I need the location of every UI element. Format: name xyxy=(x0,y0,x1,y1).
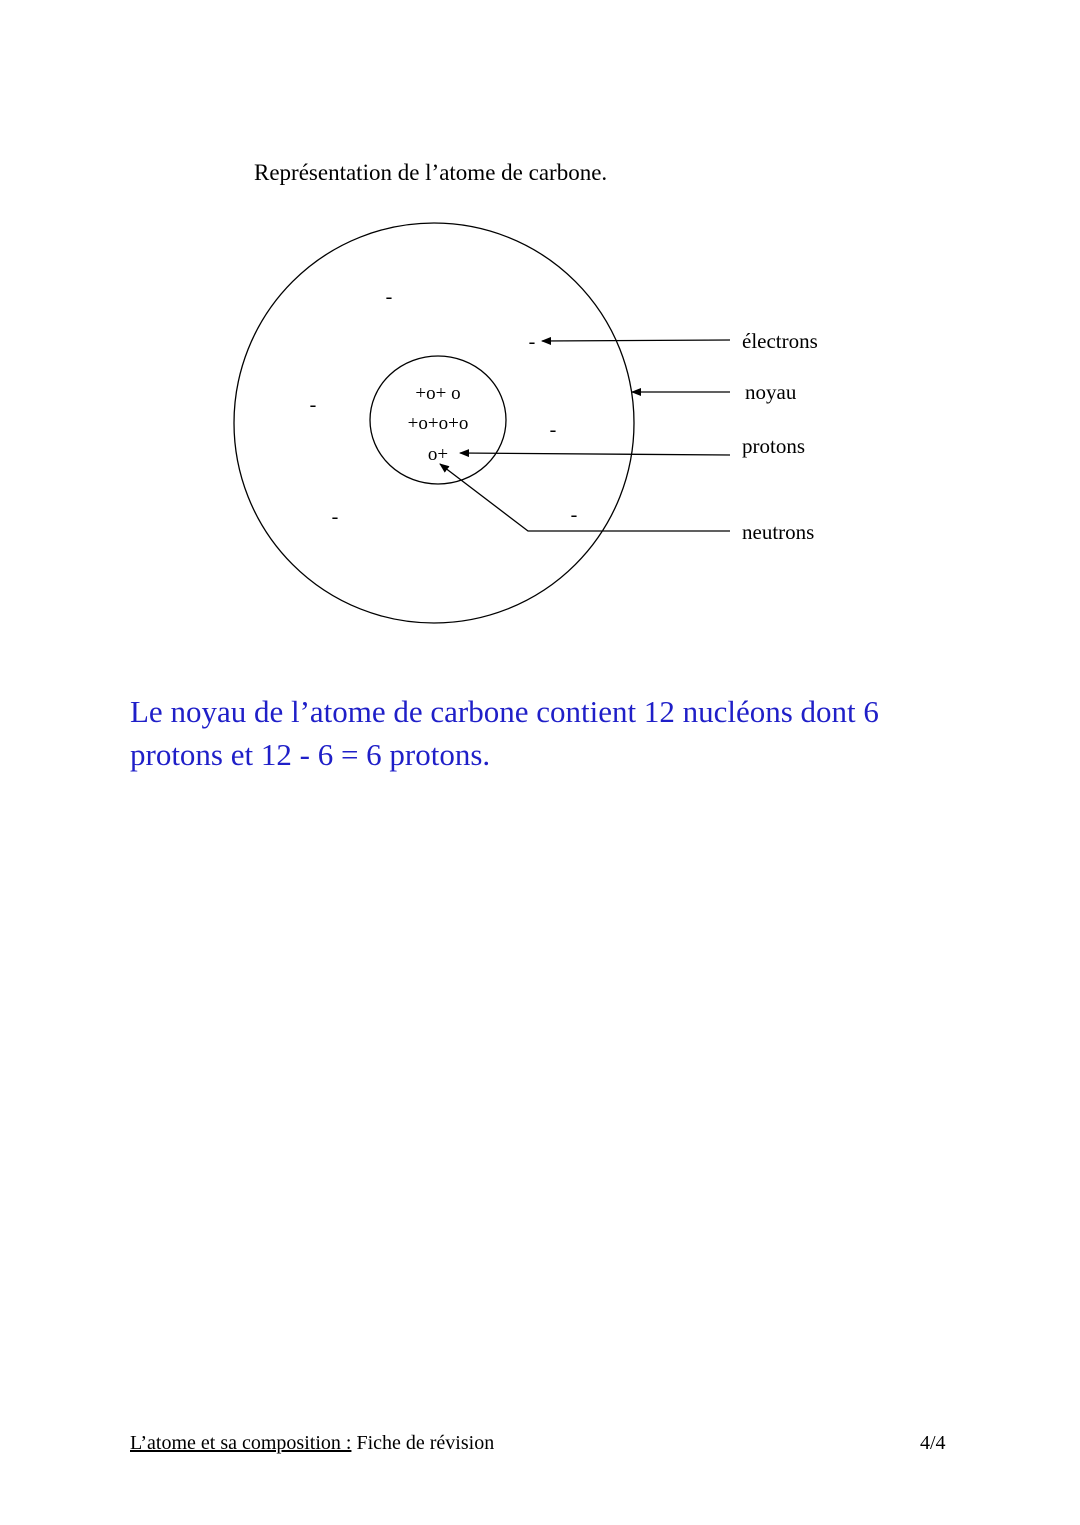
electron: - xyxy=(528,331,536,353)
electron: - xyxy=(331,506,339,528)
footer-subtitle: Fiche de révision xyxy=(351,1432,495,1454)
nucleus-line-3: o+ xyxy=(427,444,449,465)
electron: - xyxy=(549,419,557,441)
label-protons: protons xyxy=(742,434,805,458)
label-noyau: noyau xyxy=(745,380,797,404)
protons-pointer-line xyxy=(460,453,730,455)
nucleus-line-1: +o+ o xyxy=(415,383,461,404)
neutrons-pointer-line xyxy=(440,464,730,531)
footer-doc-title: L’atome et sa composition : xyxy=(130,1432,352,1454)
label-electrons: électrons xyxy=(742,329,818,353)
diagram-title: Représentation de l’atome de carbone. xyxy=(254,160,608,185)
electrons-pointer-line xyxy=(542,340,730,341)
page-number: 4/4 xyxy=(920,1432,946,1454)
atom-diagram xyxy=(0,0,1080,700)
answer-text: Le noyau de l’atome de carbone contient 12 nucléons dont 6 protons et 12 - 6 = 6 protons. xyxy=(130,694,879,772)
electron: - xyxy=(570,504,578,526)
electron: - xyxy=(309,394,317,416)
electron: - xyxy=(385,286,393,308)
label-neutrons: neutrons xyxy=(742,520,815,544)
footer-title xyxy=(130,1432,494,1455)
nucleus-line-2: +o+o+o xyxy=(407,413,469,434)
